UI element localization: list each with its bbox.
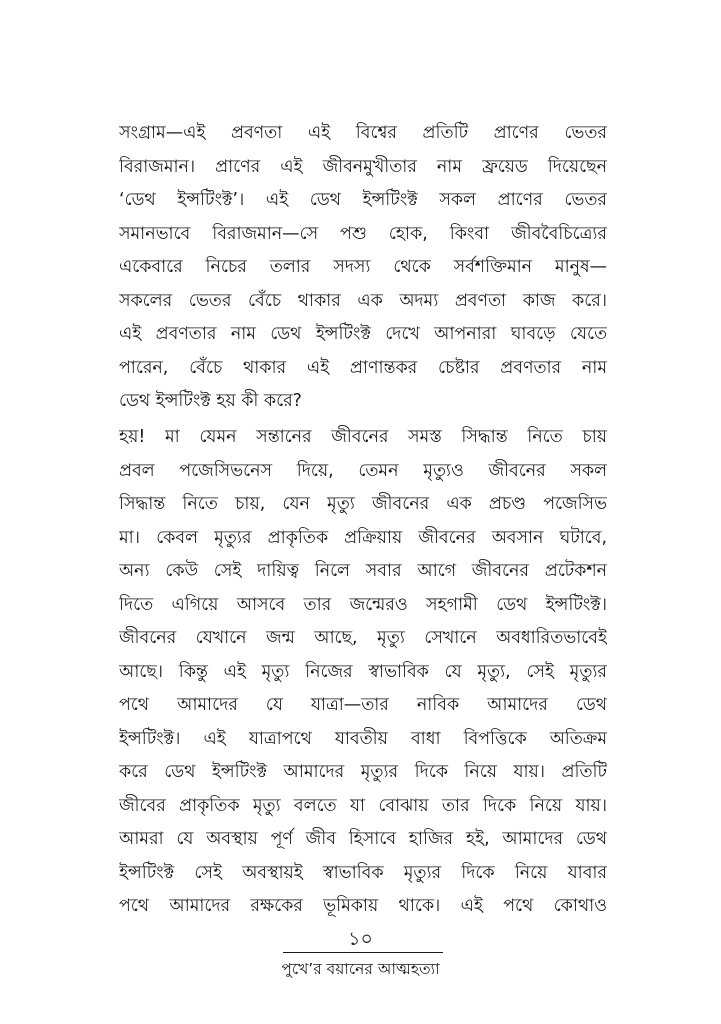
text-line: আমরা যে অবস্থায় পূর্ণ জীব হিসাবে হাজির হই, আমাদের ডেথ — [119, 829, 607, 849]
text-line: সমানভাবে বিরাজমান—সে পশু হোক, কিংবা জীববৈচিত্র্যের — [119, 223, 607, 244]
text-line: একেবারে নিচের তলার সদস্য থেকে সর্বশক্তিমান মানুষ— — [119, 257, 607, 277]
text-line: ইন্সটিংক্ট সেই অবস্থায়ই স্বাভাবিক মৃত্যুর দিকে নিয়ে যাবার — [119, 862, 607, 883]
text-line: মা। কেবল মৃত্যুর প্রাকৃতিক প্রক্রিয়ায় জীবনের অবসান ঘটাবে, — [119, 527, 607, 548]
text-line: করে ডেথ ইন্সটিংক্ট আমাদের মৃত্যুর দিকে নিয়ে যায়। প্রতিটি — [119, 762, 607, 782]
text-line: সকলের ভেতর বেঁচে থাকার এক অদম্য প্রবণতা কাজ করে। — [119, 290, 607, 311]
text-line: পথে আমাদের রক্ষকের ভূমিকায় থাকে। এই পথে কোথাও — [119, 896, 607, 916]
text-line: ‘ডেথ ইন্সটিংক্ট’। এই ডেথ ইন্সটিংক্ট সকল প্রাণের ভেতর — [119, 190, 607, 210]
text-line: পারেন, বেঁচে থাকার এই প্রাণান্তকর চেষ্টার প্রবণতার নাম — [119, 357, 607, 378]
text-line: সিদ্ধান্ত নিতে চায়, যেন মৃত্যু জীবনের এক প্রচণ্ড পজেসিভ — [119, 494, 607, 514]
text-line: জীবনের যেখানে জন্ম আছে, মৃত্যু সেখানে অবধারিতভাবেই — [119, 628, 607, 648]
text-line: জীবের প্রাকৃতিক মৃত্যু বলতে যা বোঝায় তার দিকে নিয়ে যায়। — [119, 795, 607, 816]
paragraph-2 — [119, 421, 607, 924]
footer-divider — [283, 952, 443, 953]
text-line: দিতে এগিয়ে আসবে তার জন্মেরও সহগামী ডেথ ইন্সটিংক্ট। — [119, 594, 607, 615]
text-line: বিরাজমান। প্রাণের এই জীবনমুখীতার নাম ফ্রয়েড দিয়েছেন — [119, 156, 607, 177]
text-line: প্রবল পজেসিভনেস দিয়ে, তেমন মৃত্যুও জীবনের সকল — [119, 460, 607, 481]
paragraph-1 — [119, 117, 607, 419]
text-line: পথে আমাদের যে যাত্রা—তার নাবিক আমাদের ডেথ — [119, 695, 607, 715]
text-line: ইন্সটিংক্ট। এই যাত্রাপথে যাবতীয় বাধা বিপত্তিকে অতিক্রম — [119, 728, 607, 749]
text-line: আছে। কিন্তু এই মৃত্যু নিজের স্বাভাবিক যে মৃত্যু, সেই মৃত্যুর — [119, 661, 607, 682]
text-line: ডেথ ইন্সটিংক্ট হয় কী করে? — [119, 391, 302, 411]
page-number: ১০ — [348, 928, 373, 950]
text-line: অন্য কেউ সেই দায়িত্ব নিলে সবার আগে জীবনের প্রটেকশন — [119, 561, 607, 581]
text-line: এই প্রবণতার নাম ডেথ ইন্সটিংক্ট দেখে আপনারা ঘাবড়ে যেতে — [119, 324, 607, 344]
running-footer-title: পুখে’র বয়ানের আত্মহত্যা — [281, 960, 440, 978]
text-line: সংগ্রাম—এই প্রবণতা এই বিশ্বের প্রতিটি প্রাণের ভেতর — [119, 123, 607, 143]
text-line: হয়! মা যেমন সন্তানের জীবনের সমস্ত সিদ্ধান্ত নিতে চায় — [119, 427, 607, 447]
